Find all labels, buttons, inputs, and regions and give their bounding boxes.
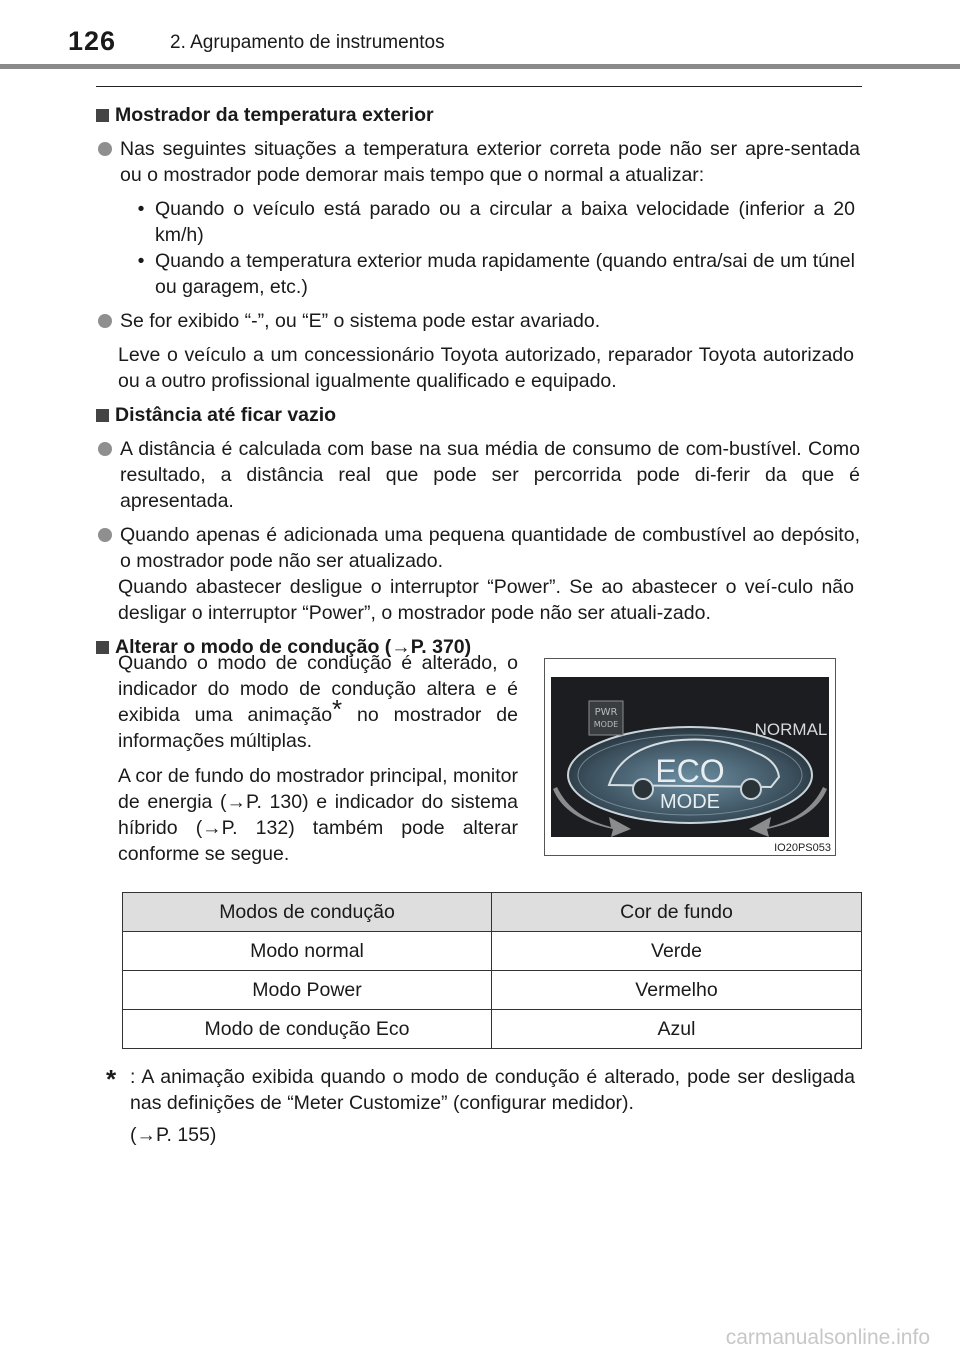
table-cell: Modo Power xyxy=(123,971,492,1010)
square-bullet-icon xyxy=(96,641,109,654)
footnote-asterisk: * xyxy=(332,693,343,724)
footnote-ref: (→P. 155) xyxy=(130,1124,217,1146)
sub-item: • Quando o veículo está parado ou a circular a baixa velocidade (inferior a 20 km/h) xyxy=(137,198,855,246)
bullet-item: Nas seguintes situações a temperatura exterior correta pode não ser apre-sentada ou o mostrador pode demorar mais tempo que o normal a atualizar: xyxy=(96,136,862,188)
section-title-drive-mode: Alterar o modo de condução (→P. 370) xyxy=(96,634,862,660)
top-rule xyxy=(96,86,862,87)
eco-mode-illustration xyxy=(551,677,829,837)
drive-mode-table xyxy=(122,892,862,1049)
figure-code: IO20PS053 xyxy=(774,842,831,854)
svg-text:MODE: MODE xyxy=(593,720,619,729)
square-bullet-icon xyxy=(96,409,109,422)
paragraph: Leve o veículo a um concessionário Toyota autorizado, reparador Toyota autorizado ou a outro profissional igualmente qualificado e equipado. xyxy=(118,344,854,392)
main-content xyxy=(96,94,862,660)
bullet-item: Se for exibido “-”, ou “E” o sistema pode estar avariado. xyxy=(96,308,862,334)
page-header xyxy=(0,0,960,66)
page-number: 126 xyxy=(68,26,117,56)
eco-label: ECO xyxy=(655,753,725,789)
table-row xyxy=(123,1010,862,1049)
paragraph: Quando abastecer desligue o interruptor “Power”. Se ao abastecer o veí-culo não desligar o interruptor “Power”, o mostrador pode não ser atuali-zado. xyxy=(118,576,854,624)
table-header-cell: Modos de condução xyxy=(123,893,492,932)
sub-item: • Quando a temperatura exterior muda rapidamente (quando entra/sai de um túnel ou garagem, etc.) xyxy=(137,250,855,298)
table-header-cell: Cor de fundo xyxy=(492,893,862,932)
mode-label: MODE xyxy=(660,791,720,813)
circle-bullet-icon xyxy=(98,528,112,542)
table-cell: Vermelho xyxy=(492,971,862,1010)
drive-mode-text xyxy=(118,650,518,876)
header-bar xyxy=(0,64,960,69)
section-title-distance: Distância até ficar vazio xyxy=(96,402,862,428)
table-row xyxy=(123,971,862,1010)
circle-bullet-icon xyxy=(98,442,112,456)
footnote xyxy=(106,1064,856,1148)
section-title-outside-temp: Mostrador da temperatura exterior xyxy=(96,102,862,128)
circle-bullet-icon xyxy=(98,314,112,328)
chapter-title: 2. Agrupamento de instrumentos xyxy=(170,32,445,53)
bullet-item: Quando apenas é adicionada uma pequena quantidade de combustível ao depósito, o mostrador pode não ser atualizado. xyxy=(96,522,862,574)
circle-bullet-icon xyxy=(98,142,112,156)
square-bullet-icon xyxy=(96,109,109,122)
paragraph: Quando o modo de condução é alterado, o indicador do modo de condução altera e é exibida uma animação* no mostrador de informações múltiplas. xyxy=(118,652,518,752)
table-cell: Modo de condução Eco xyxy=(123,1010,492,1049)
table-row xyxy=(123,932,862,971)
eco-mode-figure xyxy=(544,658,836,856)
table-cell: Azul xyxy=(492,1010,862,1049)
footnote-text: : A animação exibida quando o modo de condução é alterado, pode ser desligada nas definições de “Meter Customize” (configurar medidor). xyxy=(130,1066,855,1114)
watermark: carmanualsonline.info xyxy=(725,1326,930,1349)
display-screen xyxy=(551,677,829,837)
table-cell: Verde xyxy=(492,932,862,971)
normal-label: NORMAL xyxy=(754,720,828,739)
bullet-item: A distância é calculada com base na sua média de consumo de com-bustível. Como resultado, a distância real que pode ser percorrida pode di-ferir da que é apresentada. xyxy=(96,436,862,514)
table-cell: Modo normal xyxy=(123,932,492,971)
footnote-marker: * xyxy=(106,1064,117,1094)
svg-text:PWR: PWR xyxy=(594,707,618,718)
table-header-row xyxy=(123,893,862,932)
paragraph: A cor de fundo do mostrador principal, monitor de energia (→P. 130) e indicador do sistema híbrido (→P. 132) também pode alterar conforme se segue. xyxy=(118,765,518,865)
